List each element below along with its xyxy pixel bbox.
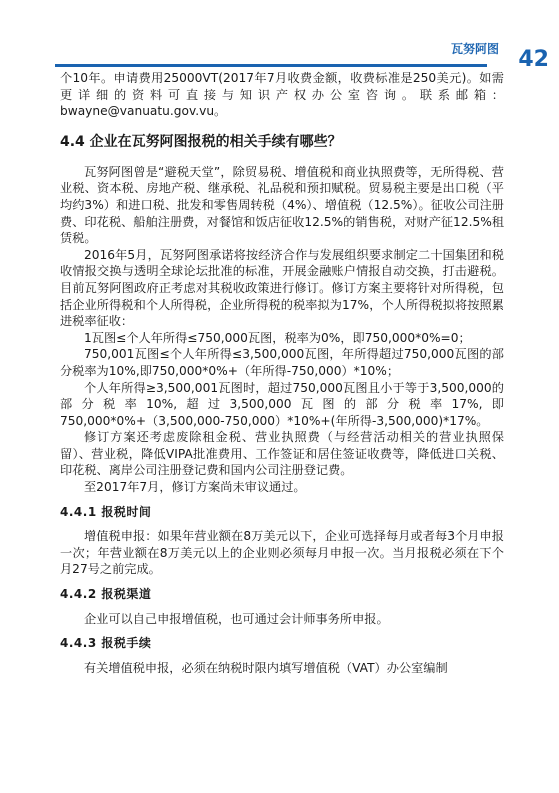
paragraph-filing-channel: 企业可以自己申报增值税，也可通过会计师事务所申报。: [84, 611, 389, 626]
subsection-heading-4-4-3: 4.4.3 报税手续: [60, 636, 152, 651]
paragraph-bracket-3: 个人年所得≥3,500,001瓦图时，超过750,000瓦图且小于等于3,500,000的部分税率10%,超过3,500,000瓦图的部分税率17%,即750,000*0%+（3,500,000-750,000）*10%+(年所得-3,500,000)*17%。: [60, 380, 504, 428]
subsection-heading-4-4-2: 4.4.2 报税渠道: [60, 587, 152, 602]
paragraph-tax-overview: 瓦努阿图曾是“避税天堂”，除贸易税、增值税和商业执照费等，无所得税、营业税、资本税、房地产税、继承税、礼品税和预扣赋税。贸易税主要是出口税（平均约3%）和进口税、批发和零售周转税（4%）、增值税（12.5%）。征收公司注册费、印花税、船舶注册费，对餐馆和饭店征收12.5%的销售税，对财产征12.5%租赁税。: [60, 164, 504, 246]
page-body: [60, 70, 504, 676]
paragraph-filing-time: 增值税申报：如果年营业额在8万美元以下，企业可选择每月或者每3个月申报一次；年营业额在8万美元以上的企业则必须每月申报一次。当月报税必须在下个月27号之前完成。: [60, 529, 504, 577]
paragraph-bracket-2: 750,001瓦图≤个人年所得≤3,500,000瓦图，年所得超过750,000瓦图的部分税率为10%,即750,000*0%+（年所得-750,000）*10%；: [60, 347, 504, 378]
subsection-heading-4-4-1: 4.4.1 报税时间: [60, 504, 152, 519]
header-rule: [55, 64, 487, 67]
paragraph-reform-other: 修订方案还考虑废除租金税、营业执照费（与经营活动相关的营业执照保留）、营业税，降低VIPA批准费用、工作签证和居住签证收费等，降低进口关税、印花税、离岸公司注册登记费和国内公司注册登记费。: [60, 430, 504, 478]
paragraph-reform-status: 至2017年7月，修订方案尚未审议通过。: [84, 480, 306, 495]
section-heading-4-4: 4.4 企业在瓦努阿图报税的相关手续有哪些？: [60, 133, 342, 150]
page-number: 42: [518, 47, 549, 72]
intro-paragraph: 个10年。申请费用25000VT(2017年7月收费金额，收费标准是250美元)。如需更详细的资料可直接与知识产权办公室咨询。联系邮箱：bwayne@vanuatu.gov.vu。: [60, 71, 504, 119]
running-section-title: 瓦努阿图: [450, 42, 499, 56]
paragraph-tax-reform: 2016年5月，瓦努阿图承诺将按经济合作与发展组织要求制定二十国集团和税收情报交换与透明全球论坛批准的标准，开展金融账户情报自动交换，打击避税。目前瓦努阿图政府正考虑对其税收政策进行修订。修订方案主要将针对所得税，包括企业所得税和个人所得税，企业所得税的税率拟为17%，个人所得税拟将按照累进税率征收：: [60, 247, 504, 329]
paragraph-filing-procedure: 有关增值税申报，必须在纳税时限内填写增值税（VAT）办公室编制: [84, 660, 448, 675]
paragraph-bracket-1: 1瓦图≤个人年所得≤750,000瓦图，税率为0%，即750,000*0%=0；: [84, 330, 471, 345]
page-header: [0, 0, 559, 80]
